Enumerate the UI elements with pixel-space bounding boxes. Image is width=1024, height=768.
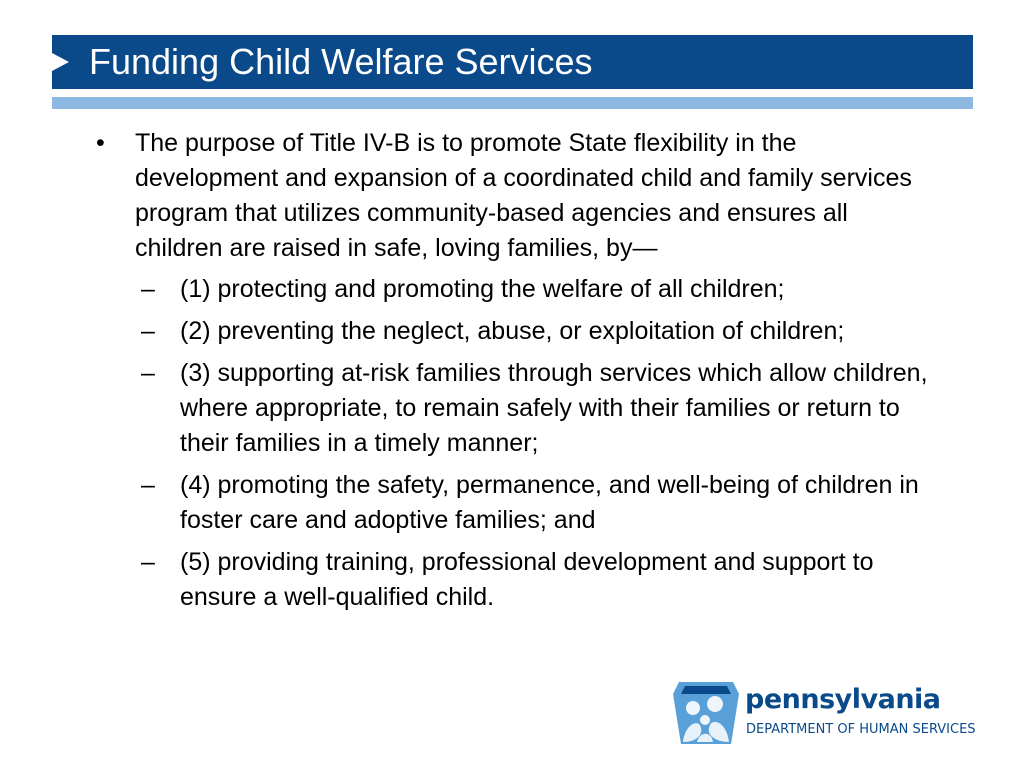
list-item: [96, 468, 936, 538]
title-bar: [52, 35, 973, 89]
list-item-text: (5) providing training, professional development and support to ensure a well-qualified child.: [180, 548, 874, 611]
sub-bullet-list: [96, 272, 936, 615]
keystone-family-icon: [671, 680, 741, 746]
title-arrow-icon: [52, 53, 69, 71]
bullet-icon: •: [96, 129, 105, 157]
list-item-text: (2) preventing the neglect, abuse, or exploitation of children;: [180, 317, 845, 345]
dash-icon: –: [141, 471, 155, 499]
list-item-text: (4) promoting the safety, permanence, and well-being of children in foster care and adoptive families; and: [180, 471, 919, 534]
list-item: [96, 545, 936, 615]
logo-department: DEPARTMENT OF HUMAN SERVICES: [746, 722, 976, 737]
list-item: [96, 314, 936, 349]
list-item-text: (1) protecting and promoting the welfare of all children;: [180, 275, 785, 303]
list-item-text: (3) supporting at-risk families through services which allow children, where appropriate, to remain safely with their families or return to their families in a timely manner;: [180, 359, 928, 457]
dash-icon: –: [141, 317, 155, 345]
dash-icon: –: [141, 275, 155, 303]
accent-bar: [52, 97, 973, 109]
list-item: [96, 272, 936, 307]
main-bullet-text: The purpose of Title IV-B is to promote State flexibility in the development and expansion of a coordinated child and family services program that utilizes community-based agencies and ensures all children are raised in safe, loving families, by—: [135, 129, 912, 262]
list-item: [96, 356, 936, 461]
main-bullet: [96, 126, 936, 266]
dash-icon: –: [141, 548, 155, 576]
pennsylvania-logo: [671, 680, 981, 750]
logo-name: pennsylvania: [745, 684, 941, 715]
dash-icon: –: [141, 359, 155, 387]
slide-content: [96, 126, 936, 622]
page-title: Funding Child Welfare Services: [89, 41, 593, 82]
